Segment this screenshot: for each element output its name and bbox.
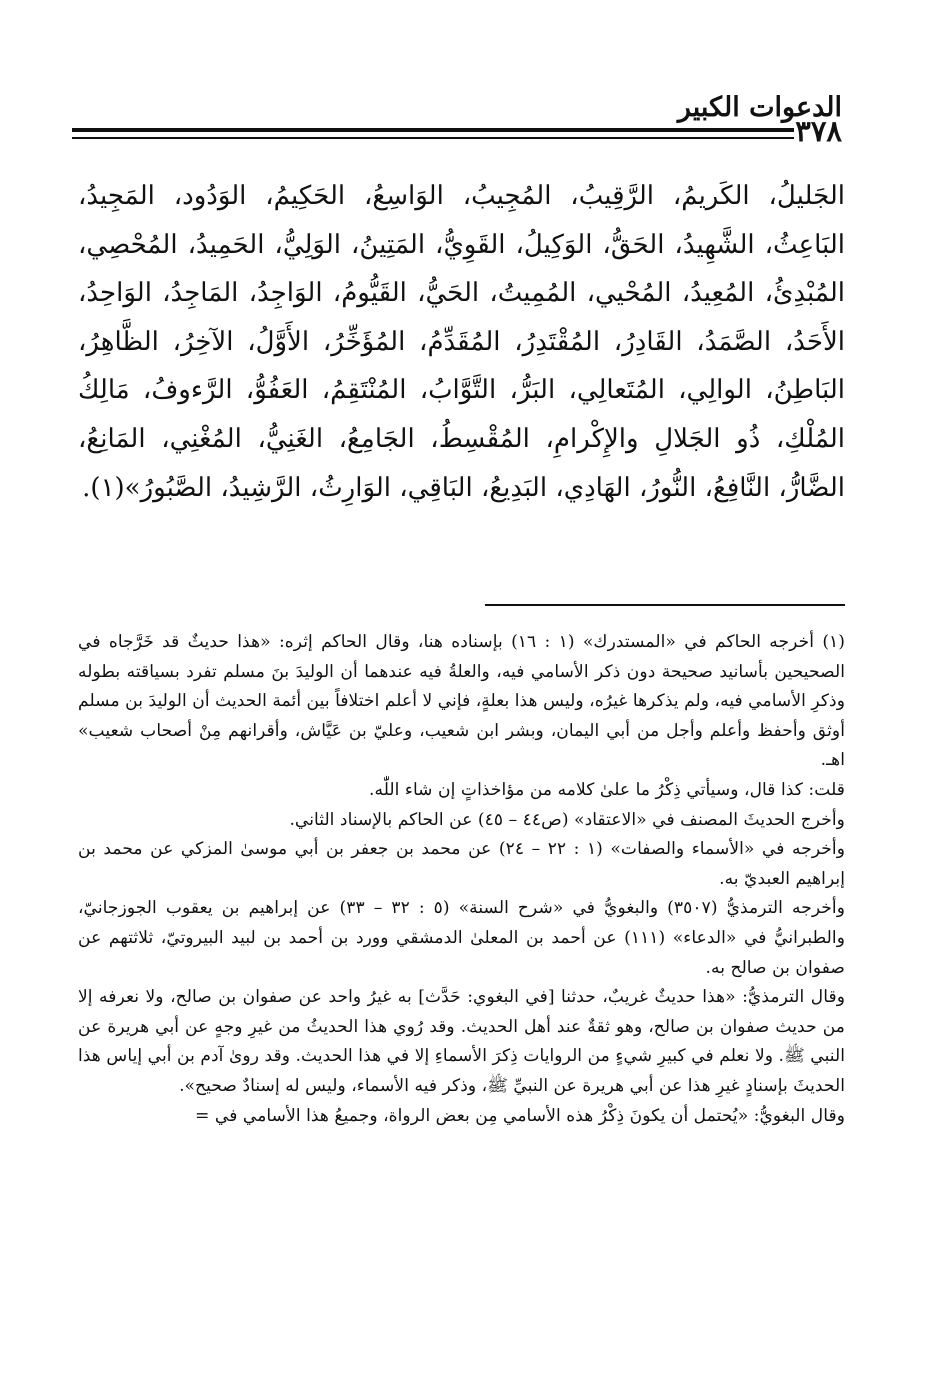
header-rule-thick <box>72 128 794 132</box>
footnote-separator <box>485 604 845 606</box>
footnote-paragraph: وأخرج الحديثَ المصنف في «الاعتقاد» (ص٤٤ – ٤٥) عن الحاكم بالإسناد الثاني. <box>289 809 845 830</box>
footnote-paragraph: قلت: كذا قال، وسيأتي ذِكْرُ ما علىٰ كلامه من مؤاخذاتٍ إن شاء اللّٰه. <box>369 779 845 800</box>
footnote-paragraph: وقال الترمذيُّ: «هذا حديثٌ غريبٌ، حدثنا [في البغوي: حَدَّث] به غيرُ واحد عن صفوان بن صالح، ولا نعرفه إلا من حديث صفوان بن صالح، وهو ثقةٌ عند أهل الحديث. وقد رُوي هذا الحديثُ من غيرِ وجهٍ عن أبي هريرة عن النبي ﷺ. ولا نعلم في كبيرِ شيءٍ من الروايات ذِكرَ الأسماءِ إلا في هذا الحديث. وقد روىٰ آدم بن أبي إياس هذا الحديثَ بإسنادٍ غيرِ هذا عن أبي هريرة عن النبيِّ ﷺ، وذكر فيه الأسماء، وليس له إسنادٌ صحيح». <box>78 987 845 1096</box>
header-rule-thin <box>72 137 794 139</box>
footnote-paragraph: وقال البغويُّ: «يُحتمل أن يكونَ ذِكْرُ هذه الأسامي مِن بعض الرواة، وجميعُ هذا الأسامي في = <box>195 1105 845 1126</box>
footnote-paragraph: وأخرجه الترمذيُّ (٣٥٠٧) والبغويُّ في «شرح السنة» (٥ : ٣٢ – ٣٣) عن إبراهيم بن يعقوب الجوزجانيّ، والطبرانيُّ في «الدعاء» (١١١) عن أحمد بن المعلىٰ الدمشقي وورد بن أحمد بن لبيد البيروتيّ، ثلاثتهم عن صفوان بن صالح به. <box>78 898 845 978</box>
footnote-paragraph: وأخرجه في «الأسماء والصفات» (١ : ٢٢ – ٢٤) عن محمد بن جعفر بن أبي موسىٰ المزكي عن محمد بن إبراهيم العبديّ به. <box>78 839 845 889</box>
page-header <box>72 82 842 152</box>
page-number: ٣٧٨ <box>795 114 842 148</box>
main-text: الجَليلُ، الكَريمُ، الرَّقِيبُ، المُجِيبُ، الوَاسِعُ، الحَكِيمُ، الوَدُود، المَجِيدُ، البَاعِثُ، الشَّهِيدُ، الحَقُّ، الوَكِيلُ، القَوِيُّ، المَتِينُ، الوَلِيُّ، الحَمِيدُ، المُحْصِي، المُبْدِئُ، المُعِيدُ، المُحْيي، المُمِيتُ، الحَيُّ، القَيُّومُ، الوَاجِدُ، المَاجِدُ، الوَاحِدُ، الأَحَدُ، الصَّمَدُ، القَادِرُ، المُقْتَدِرُ، المُقَدِّمُ، المُؤَخِّرُ، الأَوَّلُ، الآخِرُ، الظَّاهِرُ، البَاطِنُ، الوالِي، المُتَعالِي، البَرُّ، التَّوَّابُ، المُنْتَقِمُ، العَفُوُّ، الرَّءوفُ، مَالِكُ المُلْكِ، ذُو الجَلالِ والإِكْرامِ، المُقْسِطُ، الجَامِعُ، الغَنِيُّ، المُغْنِي، المَانِعُ، الضَّارُّ، النَّافِعُ، النُّورُ، الهَادِي، البَدِيعُ، البَاقِي، الوَارِثُ، الرَّشِيدُ، الصَّبُورُ»(١). <box>78 181 845 503</box>
book-title: الدعوات الكبير <box>677 92 842 123</box>
footnotes <box>78 628 845 1131</box>
footnote-paragraph: (١) أخرجه الحاكم في «المستدرك» (١ : ١٦) بإسناده هنا، وقال الحاكم إثره: «هذا حديثٌ قد خَرَّجاه في الصحيحين بأسانيد صحيحة دون ذكر الأسامي فيه، والعلةُ فيه عندهما أن الوليدَ بنَ مسلم تفرد بسياقته بطوله وذكرِ الأسامي فيه، ولم يذكرها غيرُه، وليس هذا بعلةٍ، فإني لا أعلم اختلافاً بين أئمة الحديث أن الوليدَ بن مسلم أوثق وأحفظ وأعلم وأجل من أبي اليمان، وبشر ابن شعيب، وعليّ بن عَيَّاش، وأقرانهم مِنْ أصحاب شعيب» اهـ. <box>78 632 845 771</box>
